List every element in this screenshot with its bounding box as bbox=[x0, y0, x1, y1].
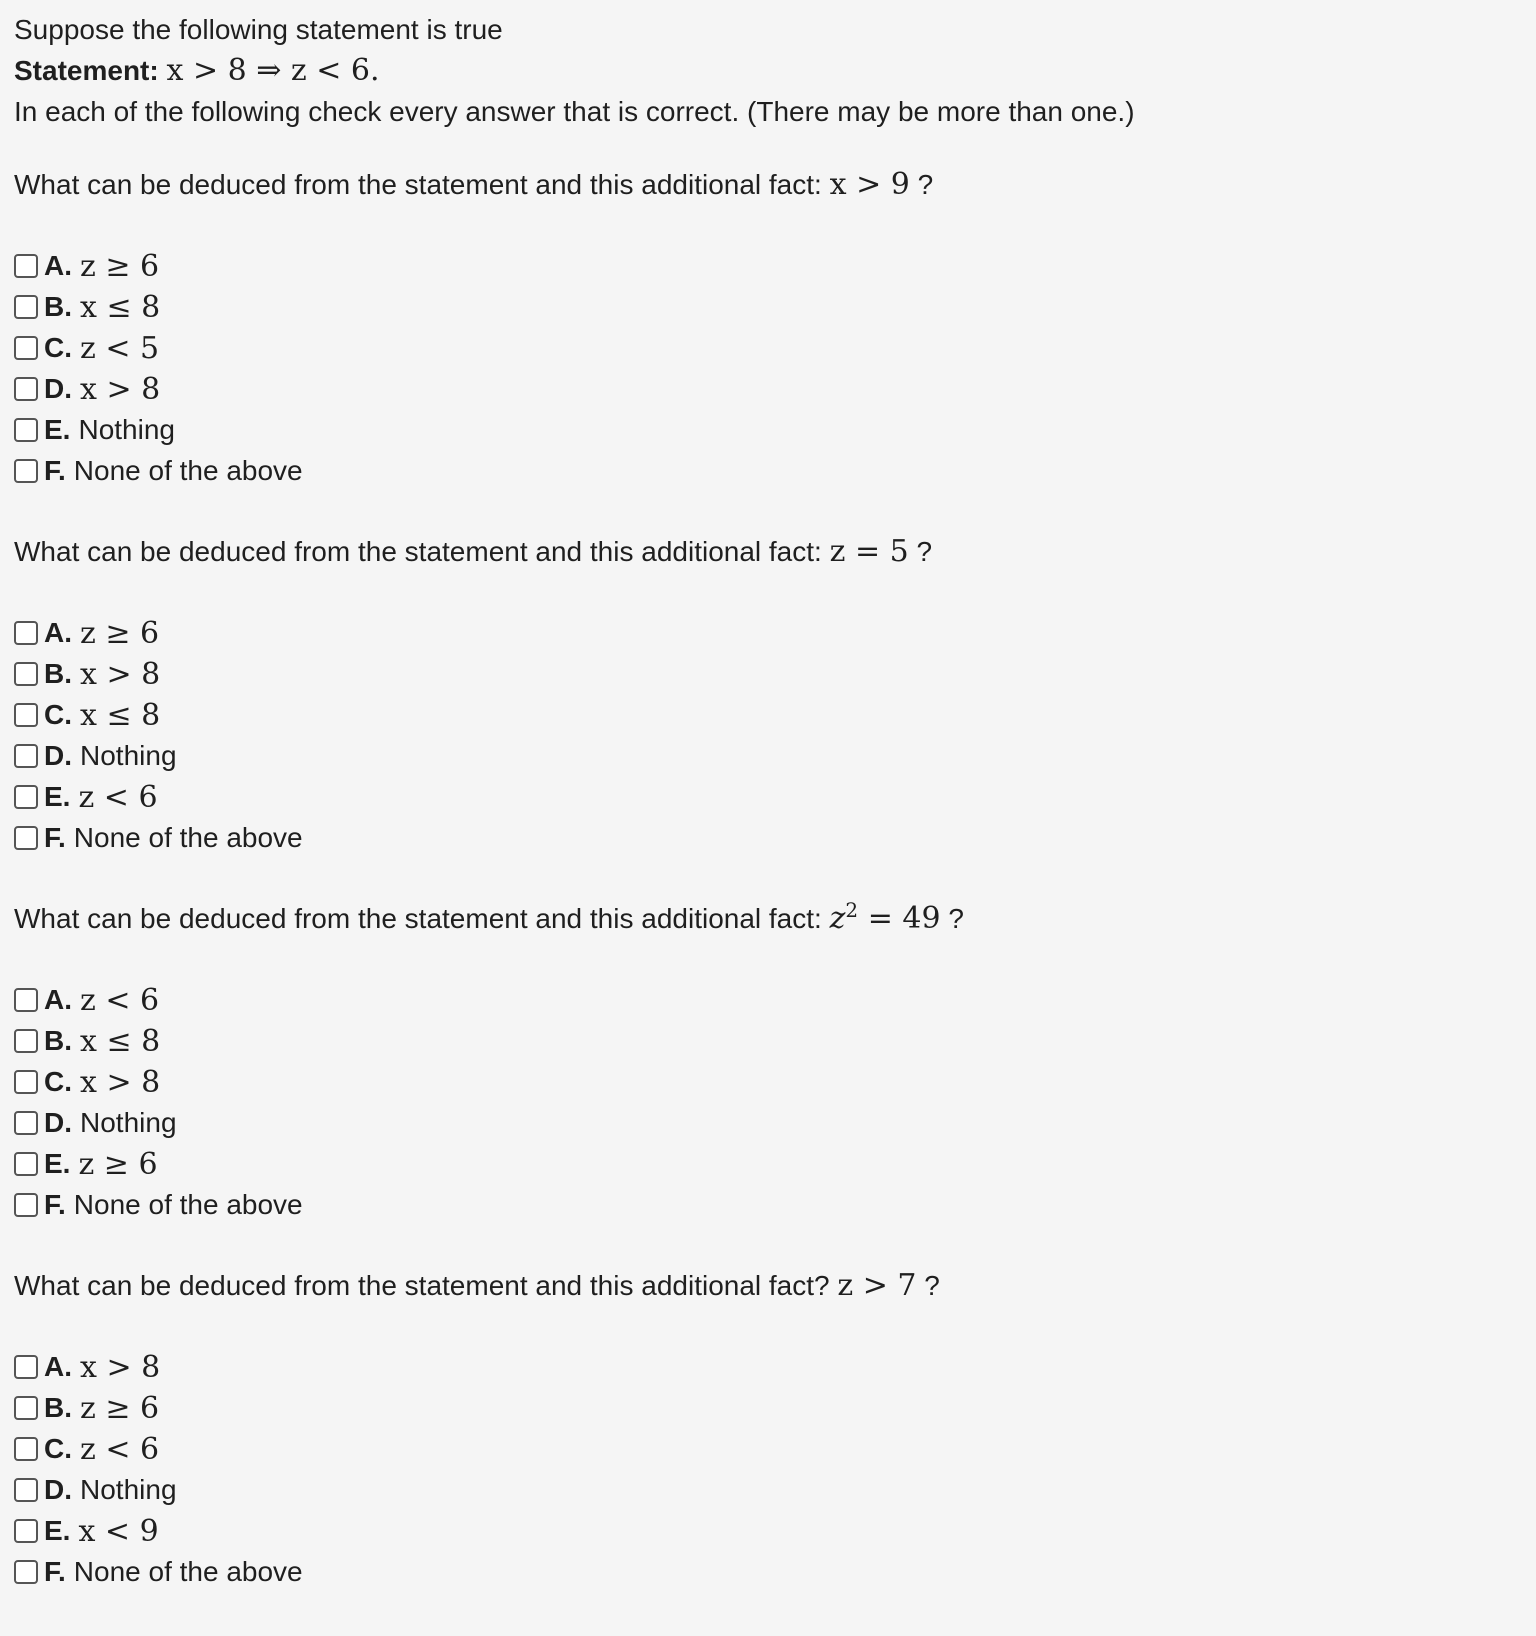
q3-option-d[interactable] bbox=[14, 1103, 177, 1143]
option-text: x > 8 bbox=[80, 1349, 161, 1385]
q2-option-b[interactable] bbox=[14, 654, 160, 694]
checkbox[interactable] bbox=[14, 1355, 38, 1379]
option-text: x ≤ 8 bbox=[80, 697, 161, 733]
question-3-text: What can be deduced from the statement and this additional fact: bbox=[14, 903, 822, 934]
checkbox[interactable] bbox=[14, 1193, 38, 1217]
q1-option-d[interactable] bbox=[14, 369, 160, 409]
fact-base: z bbox=[829, 901, 846, 936]
option-letter: E. bbox=[44, 414, 71, 445]
option-letter: F. bbox=[44, 455, 66, 486]
q4-option-a[interactable] bbox=[14, 1347, 160, 1387]
option-text: None of the above bbox=[73, 455, 303, 486]
q3-option-c[interactable] bbox=[14, 1062, 160, 1102]
instructions-line: In each of the following check every answer that is correct. (There may be more than one.) bbox=[14, 96, 1135, 127]
option-text: None of the above bbox=[73, 1189, 303, 1220]
q1-option-c[interactable] bbox=[14, 328, 159, 368]
question-4-fact: z > 7 bbox=[837, 1268, 917, 1303]
option-text: z ≥ 6 bbox=[78, 1146, 158, 1182]
option-letter: E. bbox=[44, 1515, 71, 1546]
q2-option-c[interactable] bbox=[14, 695, 160, 735]
checkbox[interactable] bbox=[14, 1111, 38, 1135]
q1-option-b[interactable] bbox=[14, 287, 160, 327]
question-1-qmark: ? bbox=[917, 169, 934, 200]
option-letter: F. bbox=[44, 822, 66, 853]
option-text: z ≥ 6 bbox=[80, 248, 160, 284]
option-letter: D. bbox=[44, 1474, 72, 1505]
checkbox[interactable] bbox=[14, 785, 38, 809]
option-text: None of the above bbox=[73, 1556, 303, 1587]
q4-option-f[interactable] bbox=[14, 1552, 303, 1592]
question-3-qmark: ? bbox=[948, 903, 964, 934]
option-text: Nothing bbox=[80, 1474, 177, 1505]
checkbox[interactable] bbox=[14, 295, 38, 319]
question-2-qmark: ? bbox=[916, 536, 933, 567]
checkbox[interactable] bbox=[14, 1437, 38, 1461]
intro-line: Suppose the following statement is true bbox=[14, 14, 503, 45]
option-text: None of the above bbox=[73, 822, 303, 853]
option-text: x ≤ 8 bbox=[80, 1023, 161, 1059]
question-2-fact: z = 5 bbox=[829, 534, 909, 569]
option-letter: A. bbox=[44, 984, 72, 1015]
option-text: z < 6 bbox=[78, 779, 158, 815]
option-letter: C. bbox=[44, 1066, 72, 1097]
question-4-qmark: ? bbox=[924, 1270, 940, 1301]
option-text: x ≤ 8 bbox=[80, 289, 161, 325]
option-letter: A. bbox=[44, 617, 72, 648]
option-text: x > 8 bbox=[80, 656, 161, 692]
question-2-prompt bbox=[14, 532, 932, 572]
checkbox[interactable] bbox=[14, 459, 38, 483]
q3-option-e[interactable] bbox=[14, 1144, 158, 1184]
option-text: Nothing bbox=[80, 740, 177, 771]
checkbox[interactable] bbox=[14, 1560, 38, 1584]
option-letter: B. bbox=[44, 658, 72, 689]
question-1-prompt bbox=[14, 165, 933, 205]
option-text: x < 9 bbox=[78, 1513, 159, 1549]
question-4-text: What can be deduced from the statement and this additional fact? bbox=[14, 1270, 830, 1301]
q1-option-e[interactable] bbox=[14, 410, 175, 450]
q4-option-b[interactable] bbox=[14, 1388, 159, 1428]
q4-option-e[interactable] bbox=[14, 1511, 159, 1551]
q2-option-d[interactable] bbox=[14, 736, 177, 776]
q4-option-c[interactable] bbox=[14, 1429, 159, 1469]
checkbox[interactable] bbox=[14, 1519, 38, 1543]
option-letter: C. bbox=[44, 699, 72, 730]
question-2-text: What can be deduced from the statement and this additional fact: bbox=[14, 536, 822, 567]
checkbox[interactable] bbox=[14, 254, 38, 278]
q3-option-a[interactable] bbox=[14, 980, 159, 1020]
fact-rest: = 49 bbox=[858, 901, 941, 936]
checkbox[interactable] bbox=[14, 418, 38, 442]
option-text: z ≥ 6 bbox=[80, 615, 160, 651]
option-letter: D. bbox=[44, 373, 72, 404]
q2-option-e[interactable] bbox=[14, 777, 158, 817]
checkbox[interactable] bbox=[14, 988, 38, 1012]
option-letter: F. bbox=[44, 1556, 66, 1587]
checkbox[interactable] bbox=[14, 744, 38, 768]
option-letter: C. bbox=[44, 332, 72, 363]
q1-option-f[interactable] bbox=[14, 451, 303, 491]
fact-exponent: 2 bbox=[845, 898, 859, 922]
option-letter: D. bbox=[44, 1107, 72, 1138]
q2-option-f[interactable] bbox=[14, 818, 303, 858]
option-letter: B. bbox=[44, 1025, 72, 1056]
question-1-text: What can be deduced from the statement and this additional fact: bbox=[14, 169, 822, 200]
checkbox[interactable] bbox=[14, 1070, 38, 1094]
option-text: Nothing bbox=[78, 414, 175, 445]
option-text: z < 6 bbox=[80, 1431, 160, 1467]
option-letter: C. bbox=[44, 1433, 72, 1464]
question-4-prompt bbox=[14, 1266, 940, 1306]
option-letter: D. bbox=[44, 740, 72, 771]
question-1-fact: x > 9 bbox=[829, 167, 910, 202]
option-text: z ≥ 6 bbox=[80, 1390, 160, 1426]
checkbox[interactable] bbox=[14, 1152, 38, 1176]
statement-label: Statement: bbox=[14, 55, 159, 86]
option-letter: B. bbox=[44, 1392, 72, 1423]
checkbox[interactable] bbox=[14, 703, 38, 727]
option-letter: E. bbox=[44, 781, 71, 812]
option-text: z < 6 bbox=[80, 982, 160, 1018]
option-letter: E. bbox=[44, 1148, 71, 1179]
checkbox[interactable] bbox=[14, 1478, 38, 1502]
checkbox[interactable] bbox=[14, 336, 38, 360]
q3-option-f[interactable] bbox=[14, 1185, 303, 1225]
question-3-prompt bbox=[14, 899, 964, 939]
checkbox[interactable] bbox=[14, 662, 38, 686]
q2-option-a[interactable] bbox=[14, 613, 159, 653]
checkbox[interactable] bbox=[14, 377, 38, 401]
option-text: x > 8 bbox=[80, 371, 161, 407]
checkbox[interactable] bbox=[14, 1029, 38, 1053]
option-letter: A. bbox=[44, 1351, 72, 1382]
statement-math: x > 8 ⇒ z < 6. bbox=[166, 53, 380, 88]
statement-line bbox=[14, 51, 380, 91]
option-letter: A. bbox=[44, 250, 72, 281]
q3-option-b[interactable] bbox=[14, 1021, 160, 1061]
option-text: x > 8 bbox=[80, 1064, 161, 1100]
option-text: z < 5 bbox=[80, 330, 160, 366]
option-letter: B. bbox=[44, 291, 72, 322]
option-letter: F. bbox=[44, 1189, 66, 1220]
q1-option-a[interactable] bbox=[14, 246, 159, 286]
question-3-fact bbox=[829, 898, 941, 936]
option-text: Nothing bbox=[80, 1107, 177, 1138]
checkbox[interactable] bbox=[14, 1396, 38, 1420]
checkbox[interactable] bbox=[14, 621, 38, 645]
checkbox[interactable] bbox=[14, 826, 38, 850]
q4-option-d[interactable] bbox=[14, 1470, 177, 1510]
